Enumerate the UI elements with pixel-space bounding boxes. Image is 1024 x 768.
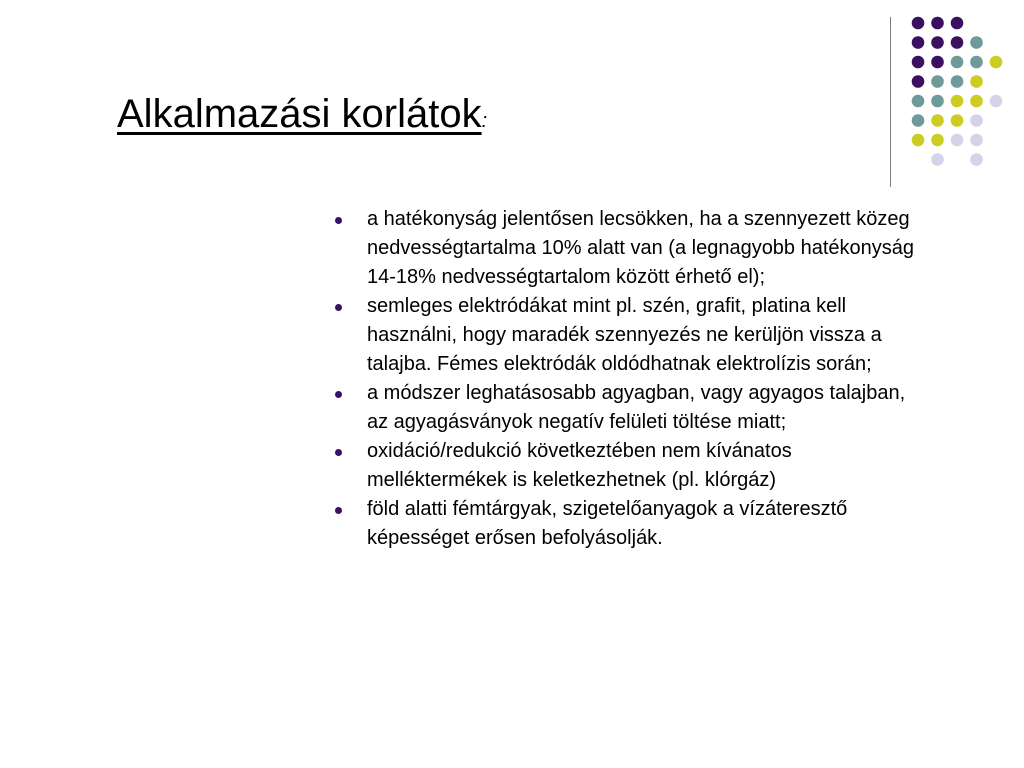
decorative-dot-teal xyxy=(951,56,964,69)
decorative-dot-teal xyxy=(912,95,925,108)
bullet-item xyxy=(333,437,923,495)
decorative-dot-teal xyxy=(970,56,983,69)
decorative-dot-lavender xyxy=(931,153,944,166)
decorative-dot-purple xyxy=(931,17,944,30)
decorative-dot-yellow xyxy=(931,114,944,127)
bullet-dot-icon xyxy=(335,304,342,311)
decorative-dot-lavender xyxy=(970,153,983,166)
bullet-text: a módszer leghatásosabb agyagban, vagy agyagos talajban, az agyagásványok negatív felületi töltése miatt; xyxy=(367,382,906,433)
decorative-dot-lavender xyxy=(990,95,1003,108)
decorative-dot-purple xyxy=(931,56,944,69)
decorative-dot-purple xyxy=(951,36,964,49)
slide-title-colon: : xyxy=(481,110,488,132)
bullet-text: semleges elektródákat mint pl. szén, grafit, platina kell használni, hogy maradék szennyezés ne kerüljön vissza a talajba. Fémes elektródák oldódhatnak elektrolízis során; xyxy=(367,295,882,375)
slide-title xyxy=(117,92,487,137)
decorative-dot-purple xyxy=(931,36,944,49)
bullet-dot-icon xyxy=(335,507,342,514)
bullet-item xyxy=(333,205,923,292)
decorative-dot-purple xyxy=(912,56,925,69)
decorative-dot-teal xyxy=(931,95,944,108)
decorative-dot-lavender xyxy=(951,134,964,147)
decorative-dot-yellow xyxy=(912,134,925,147)
bullet-text: oxidáció/redukció következtében nem kívánatos melléktermékek is keletkezhetnek (pl. klórgáz) xyxy=(367,440,792,491)
decorative-dot-teal xyxy=(931,75,944,88)
bullet-list xyxy=(333,205,923,553)
bullet-item xyxy=(333,379,923,437)
decorative-dot-yellow xyxy=(951,95,964,108)
decorative-dot-purple xyxy=(912,36,925,49)
decorative-dot-lavender xyxy=(970,114,983,127)
bullet-dot-icon xyxy=(335,391,342,398)
bullet-dot-icon xyxy=(335,217,342,224)
bullet-item xyxy=(333,292,923,379)
decorative-dot-yellow xyxy=(970,95,983,108)
decorative-dot-yellow xyxy=(970,75,983,88)
decorative-dot-purple xyxy=(912,17,925,30)
decorative-dot-purple xyxy=(951,17,964,30)
decorative-dot-yellow xyxy=(990,56,1003,69)
bullet-dot-icon xyxy=(335,449,342,456)
decorative-dot-purple xyxy=(912,75,925,88)
decorative-dot-yellow xyxy=(951,114,964,127)
slide-title-text: Alkalmazási korlátok xyxy=(117,92,482,136)
decorative-dot-yellow xyxy=(931,134,944,147)
bullet-item xyxy=(333,495,923,553)
decorative-dot-teal xyxy=(912,114,925,127)
decorative-dot-lavender xyxy=(970,134,983,147)
bullet-text: föld alatti fémtárgyak, szigetelőanyagok a vízáteresztő képességet erősen befolyásolják. xyxy=(367,498,848,549)
decorative-dot-teal xyxy=(951,75,964,88)
vertical-divider xyxy=(890,17,891,187)
bullet-text: a hatékonyság jelentősen lecsökken, ha a szennyezett közeg nedvességtartalma 10% alatt van (a legnagyobb hatékonyság 14-18% nedvességtartalom között érhető el); xyxy=(367,208,915,288)
decorative-dot-teal xyxy=(970,36,983,49)
